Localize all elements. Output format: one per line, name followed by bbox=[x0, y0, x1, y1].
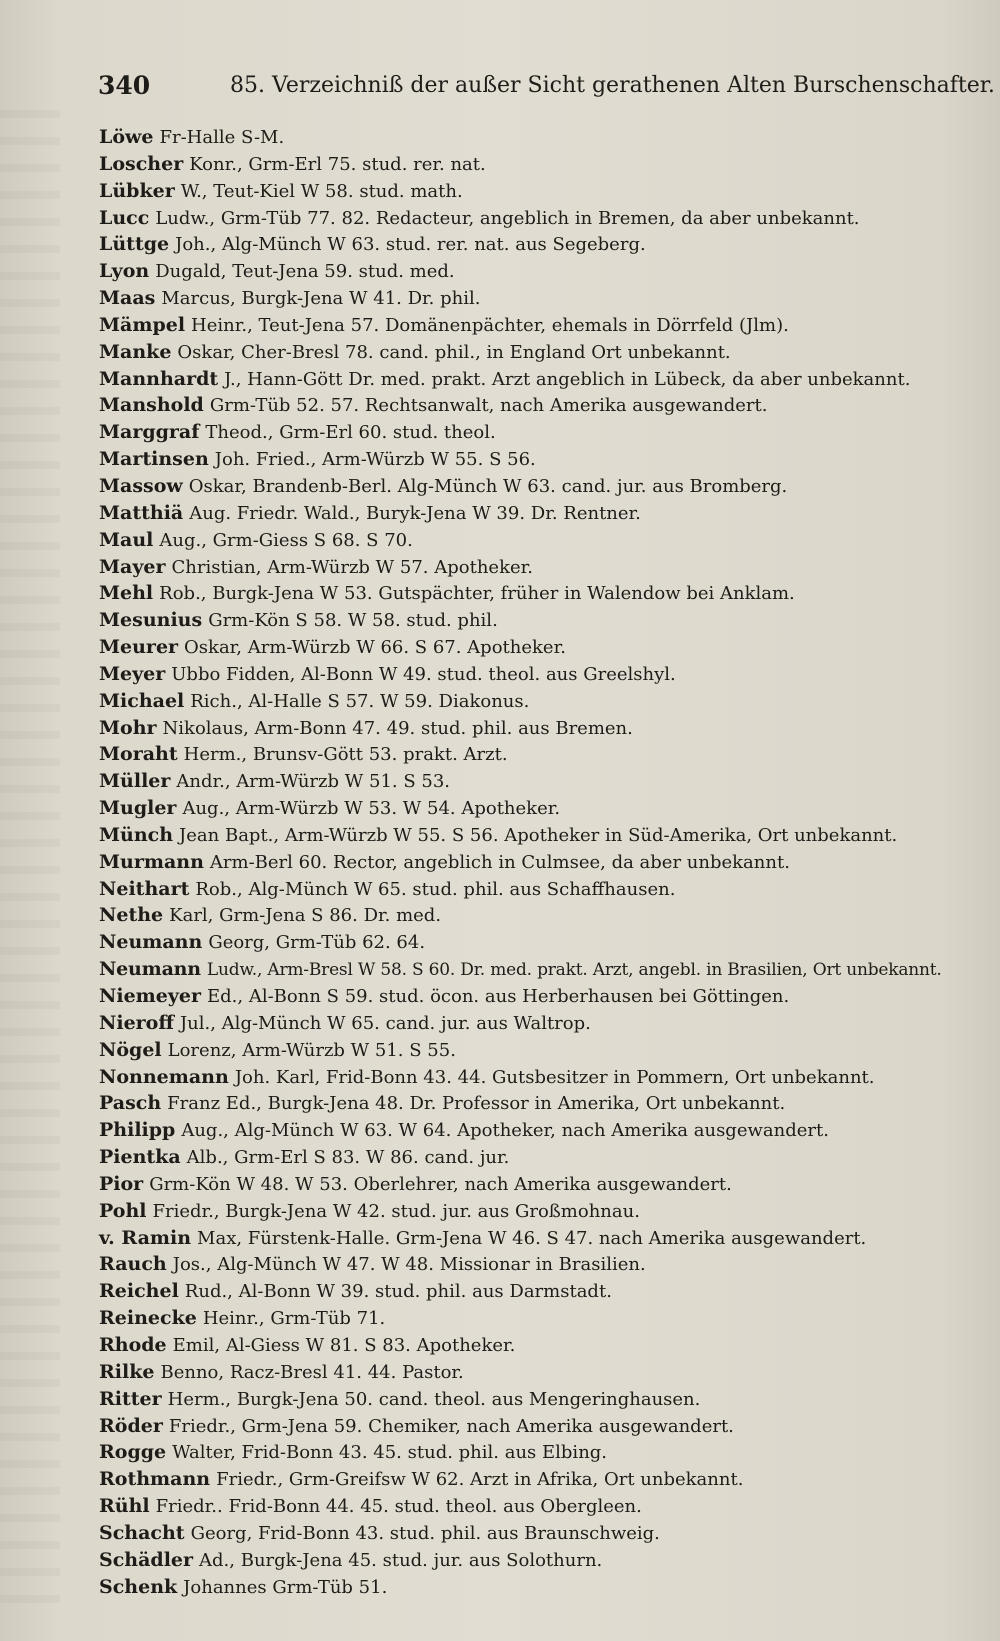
list-item bbox=[0, 1413, 1000, 1440]
entry-surname: Rothmann bbox=[99, 1468, 211, 1491]
entry-surname: Maul bbox=[99, 528, 154, 551]
list-item bbox=[0, 500, 1000, 527]
entry-surname: Ritter bbox=[99, 1387, 162, 1410]
list-item bbox=[0, 1493, 1000, 1520]
list-item bbox=[0, 1144, 1000, 1171]
entry-surname: Michael bbox=[99, 689, 185, 712]
list-item bbox=[0, 258, 1000, 285]
list-item bbox=[0, 902, 1000, 929]
list-item bbox=[0, 768, 1000, 795]
entry-surname: Rogge bbox=[99, 1441, 167, 1464]
entry-details: J., Hann-Gött Dr. med. prakt. Arzt angeblich in Lübeck, da aber unbekannt. bbox=[224, 368, 911, 390]
entry-details: Georg, Grm-Tüb 62. 64. bbox=[208, 932, 426, 954]
list-item bbox=[0, 1305, 1000, 1332]
entry-details: Ad., Burgk-Jena 45. stud. jur. aus Solothurn. bbox=[199, 1549, 603, 1571]
list-item bbox=[0, 366, 1000, 393]
entry-surname: Schenk bbox=[99, 1575, 178, 1598]
entry-details: Aug. Friedr. Wald., Buryk-Jena W 39. Dr. Rentner. bbox=[189, 502, 641, 524]
entry-details: Dugald, Teut-Jena 59. stud. med. bbox=[155, 261, 455, 283]
entry-details: Heinr., Teut-Jena 57. Domänenpächter, ehemals in Dörrfeld (Jlm). bbox=[191, 314, 789, 336]
entry-details: Franz Ed., Burgk-Jena 48. Dr. Professor in Amerika, Ort unbekannt. bbox=[167, 1093, 786, 1115]
entry-surname: Manshold bbox=[99, 394, 204, 417]
entry-details: Aug., Alg-Münch W 63. W 64. Apotheker, nach Amerika ausgewandert. bbox=[181, 1120, 829, 1142]
list-item bbox=[0, 607, 1000, 634]
entry-details: Joh. Karl, Frid-Bonn 43. 44. Gutsbesitzer in Pommern, Ort unbekannt. bbox=[234, 1066, 875, 1088]
entry-surname: Meurer bbox=[99, 636, 179, 659]
entry-surname: Mesunius bbox=[99, 609, 203, 632]
entry-details: Theod., Grm-Erl 60. stud. theol. bbox=[205, 422, 496, 444]
list-item bbox=[0, 419, 1000, 446]
list-item bbox=[0, 849, 1000, 876]
entry-details: Fr-Halle S-M. bbox=[159, 127, 285, 148]
entry-surname: v. Ramin bbox=[99, 1226, 192, 1249]
list-item bbox=[0, 983, 1000, 1010]
entry-surname: Mannhardt bbox=[99, 367, 219, 390]
entry-details: Ludw., Arm-Bresl W 58. S 60. Dr. med. prakt. Arzt, angebl. in Brasilien, Ort unbekannt. bbox=[206, 960, 942, 981]
entry-surname: Rauch bbox=[99, 1253, 167, 1276]
entry-details: Grm-Tüb 52. 57. Rechtsanwalt, nach Amerika ausgewandert. bbox=[209, 395, 768, 417]
entry-surname: Massow bbox=[99, 474, 183, 497]
list-item bbox=[0, 554, 1000, 581]
entry-details: Rich., Al-Halle S 57. W 59. Diakonus. bbox=[190, 690, 530, 712]
entry-surname: Nieroff bbox=[99, 1011, 174, 1034]
entry-details: Rob., Alg-Münch W 65. stud. phil. aus Schaffhausen. bbox=[195, 878, 676, 900]
entry-details: Joh., Alg-Münch W 63. stud. rer. nat. aus Segeberg. bbox=[175, 234, 646, 256]
entry-details: Jean Bapt., Arm-Würzb W 55. S 56. Apotheker in Süd-Amerika, Ort unbekannt. bbox=[179, 824, 898, 846]
entry-details: W., Teut-Kiel W 58. stud. math. bbox=[180, 180, 463, 202]
entry-details: Benno, Racz-Bresl 41. 44. Pastor. bbox=[160, 1361, 464, 1383]
list-item bbox=[0, 527, 1000, 554]
entry-surname: Mayer bbox=[99, 555, 166, 578]
page-header bbox=[98, 68, 995, 104]
entry-surname: Matthiä bbox=[99, 501, 184, 524]
entry-details: Karl, Grm-Jena S 86. Dr. med. bbox=[169, 905, 442, 927]
entry-details: Emil, Al-Giess W 81. S 83. Apotheker. bbox=[172, 1334, 516, 1356]
entry-surname: Pior bbox=[99, 1172, 144, 1195]
list-item bbox=[0, 151, 1000, 178]
entry-surname: Moraht bbox=[99, 743, 178, 766]
entry-surname: Nonnemann bbox=[99, 1065, 229, 1088]
list-item bbox=[0, 1574, 1000, 1601]
list-item bbox=[0, 1520, 1000, 1547]
entry-details: Lorenz, Arm-Würzb W 51. S 55. bbox=[167, 1039, 456, 1061]
entry-details: Ed., Al-Bonn S 59. stud. öcon. aus Herberhausen bei Göttingen. bbox=[207, 986, 790, 1007]
entry-details: Herm., Burgk-Jena 50. cand. theol. aus Mengeringhausen. bbox=[167, 1388, 701, 1410]
entry-details: Grm-Kön S 58. W 58. stud. phil. bbox=[208, 610, 498, 632]
entry-details: Arm-Berl 60. Rector, angeblich in Culmsee, da aber unbekannt. bbox=[209, 851, 790, 873]
list-item bbox=[0, 1037, 1000, 1064]
list-item bbox=[0, 580, 1000, 607]
entry-surname: Pohl bbox=[99, 1199, 147, 1222]
list-item bbox=[0, 1278, 1000, 1305]
list-item bbox=[0, 956, 1000, 983]
entry-surname: Mämpel bbox=[99, 313, 186, 336]
entry-surname: Murmann bbox=[99, 850, 204, 873]
entry-details: Marcus, Burgk-Jena W 41. Dr. phil. bbox=[161, 288, 481, 310]
entry-surname: Neithart bbox=[99, 877, 190, 900]
entry-details: Aug., Grm-Giess S 68. S 70. bbox=[159, 529, 413, 551]
entry-surname: Lübker bbox=[99, 179, 175, 202]
list-item bbox=[0, 205, 1000, 232]
entry-surname: Röder bbox=[99, 1414, 163, 1437]
entry-details: Rud., Al-Bonn W 39. stud. phil. aus Darmstadt. bbox=[184, 1281, 612, 1303]
list-item bbox=[0, 178, 1000, 205]
entry-surname: Maas bbox=[99, 287, 156, 310]
entry-details: Max, Fürstenk-Halle. Grm-Jena W 46. S 47. nach Amerika ausgewandert. bbox=[197, 1227, 867, 1249]
entry-surname: Manke bbox=[99, 340, 172, 363]
entry-surname: Rilke bbox=[99, 1360, 155, 1383]
entry-details: Johannes Grm-Tüb 51. bbox=[183, 1576, 388, 1598]
entry-details: Friedr., Grm-Greifsw W 62. Arzt in Afrika, Ort unbekannt. bbox=[216, 1469, 744, 1491]
entry-details: Georg, Frid-Bonn 43. stud. phil. aus Braunschweig. bbox=[190, 1522, 660, 1544]
entry-surname: Nethe bbox=[99, 904, 164, 927]
entry-surname: Rühl bbox=[99, 1495, 150, 1518]
entry-surname: Pientka bbox=[99, 1146, 181, 1169]
entry-surname: Pasch bbox=[99, 1092, 162, 1115]
entry-details: Friedr.. Frid-Bonn 44. 45. stud. theol. aus Obergleen. bbox=[155, 1496, 642, 1518]
page-number: 340 bbox=[98, 71, 151, 100]
entry-details: Grm-Kön W 48. W 53. Oberlehrer, nach Amerika ausgewandert. bbox=[149, 1173, 732, 1195]
entry-surname: Meyer bbox=[99, 662, 166, 685]
entry-details: Friedr., Burgk-Jena W 42. stud. jur. aus Großmohnau. bbox=[152, 1200, 640, 1222]
list-item bbox=[0, 688, 1000, 715]
list-item bbox=[0, 1198, 1000, 1225]
entry-surname: Lucc bbox=[99, 206, 150, 229]
list-item bbox=[0, 822, 1000, 849]
entry-surname: Neumann bbox=[99, 931, 203, 954]
list-item bbox=[0, 1251, 1000, 1278]
list-item bbox=[0, 1010, 1000, 1037]
entry-details: Alb., Grm-Erl S 83. W 86. cand. jur. bbox=[186, 1147, 510, 1169]
list-item bbox=[0, 1359, 1000, 1386]
entry-list bbox=[0, 124, 1000, 1600]
entry-surname: Rhode bbox=[99, 1333, 167, 1356]
list-item bbox=[0, 392, 1000, 419]
list-item bbox=[0, 1064, 1000, 1091]
entry-details: Konr., Grm-Erl 75. stud. rer. nat. bbox=[189, 153, 486, 175]
list-item bbox=[0, 1117, 1000, 1144]
list-item bbox=[0, 1466, 1000, 1493]
entry-surname: Nögel bbox=[99, 1038, 162, 1061]
entry-details: Heinr., Grm-Tüb 71. bbox=[202, 1308, 386, 1330]
list-item bbox=[0, 473, 1000, 500]
entry-surname: Lüttge bbox=[99, 233, 170, 256]
entry-details: Rob., Burgk-Jena W 53. Gutspächter, früher in Walendow bei Anklam. bbox=[159, 583, 795, 605]
entry-surname: Martinsen bbox=[99, 448, 209, 471]
list-item bbox=[0, 1171, 1000, 1198]
entry-surname: Schacht bbox=[99, 1521, 185, 1544]
list-item bbox=[0, 1547, 1000, 1574]
list-item bbox=[0, 124, 1000, 151]
entry-details: Nikolaus, Arm-Bonn 47. 49. stud. phil. aus Bremen. bbox=[162, 717, 633, 739]
entry-details: Joh. Fried., Arm-Würzb W 55. S 56. bbox=[214, 449, 536, 471]
entry-details: Oskar, Brandenb-Berl. Alg-Münch W 63. cand. jur. aus Bromberg. bbox=[188, 475, 788, 497]
entry-surname: Neumann bbox=[99, 958, 201, 981]
entry-details: Christian, Arm-Würzb W 57. Apotheker. bbox=[171, 556, 533, 578]
list-item bbox=[0, 446, 1000, 473]
list-item bbox=[0, 876, 1000, 903]
entry-surname: Loscher bbox=[99, 152, 184, 175]
entry-surname: Löwe bbox=[99, 126, 154, 148]
list-item bbox=[0, 634, 1000, 661]
entry-surname: Philipp bbox=[99, 1119, 176, 1142]
list-item bbox=[0, 339, 1000, 366]
list-item bbox=[0, 1225, 1000, 1252]
list-item bbox=[0, 715, 1000, 742]
list-item bbox=[0, 1090, 1000, 1117]
entry-details: Oskar, Arm-Würzb W 66. S 67. Apotheker. bbox=[184, 637, 566, 659]
entry-surname: Mehl bbox=[99, 582, 154, 605]
list-item bbox=[0, 1386, 1000, 1413]
entry-details: Walter, Frid-Bonn 43. 45. stud. phil. aus Elbing. bbox=[172, 1442, 608, 1464]
list-item bbox=[0, 231, 1000, 258]
entry-details: Jul., Alg-Münch W 65. cand. jur. aus Waltrop. bbox=[179, 1012, 591, 1034]
entry-surname: Reinecke bbox=[99, 1307, 197, 1330]
entry-details: Oskar, Cher-Bresl 78. cand. phil., in England Ort unbekannt. bbox=[177, 341, 731, 363]
entry-surname: Niemeyer bbox=[99, 985, 202, 1007]
entry-details: Herm., Brunsv-Gött 53. prakt. Arzt. bbox=[183, 744, 508, 766]
list-item bbox=[0, 285, 1000, 312]
entry-surname: Reichel bbox=[99, 1280, 179, 1303]
entry-details: Aug., Arm-Würzb W 53. W 54. Apotheker. bbox=[182, 798, 561, 820]
entry-details: Friedr., Grm-Jena 59. Chemiker, nach Amerika ausgewandert. bbox=[168, 1415, 734, 1437]
list-item bbox=[0, 312, 1000, 339]
list-item bbox=[0, 795, 1000, 822]
list-item bbox=[0, 929, 1000, 956]
entry-surname: Mugler bbox=[99, 797, 177, 820]
entry-surname: Münch bbox=[99, 823, 174, 846]
list-item bbox=[0, 1332, 1000, 1359]
entry-surname: Lyon bbox=[99, 260, 150, 283]
list-item bbox=[0, 741, 1000, 768]
entry-details: Andr., Arm-Würzb W 51. S 53. bbox=[176, 771, 451, 793]
entry-details: Jos., Alg-Münch W 47. W 48. Missionar in Brasilien. bbox=[172, 1254, 646, 1276]
list-item bbox=[0, 1439, 1000, 1466]
entry-surname: Schädler bbox=[99, 1548, 194, 1571]
running-title: 85. Verzeichniß der außer Sicht gerathenen Alten Burschenschafter. bbox=[230, 73, 995, 98]
entry-surname: Müller bbox=[99, 770, 171, 793]
entry-details: Ludw., Grm-Tüb 77. 82. Redacteur, angeblich in Bremen, da aber unbekannt. bbox=[155, 207, 860, 229]
entry-details: Ubbo Fidden, Al-Bonn W 49. stud. theol. aus Greelshyl. bbox=[171, 663, 676, 685]
list-item bbox=[0, 661, 1000, 688]
entry-surname: Marggraf bbox=[99, 421, 200, 444]
entry-surname: Mohr bbox=[99, 716, 157, 739]
